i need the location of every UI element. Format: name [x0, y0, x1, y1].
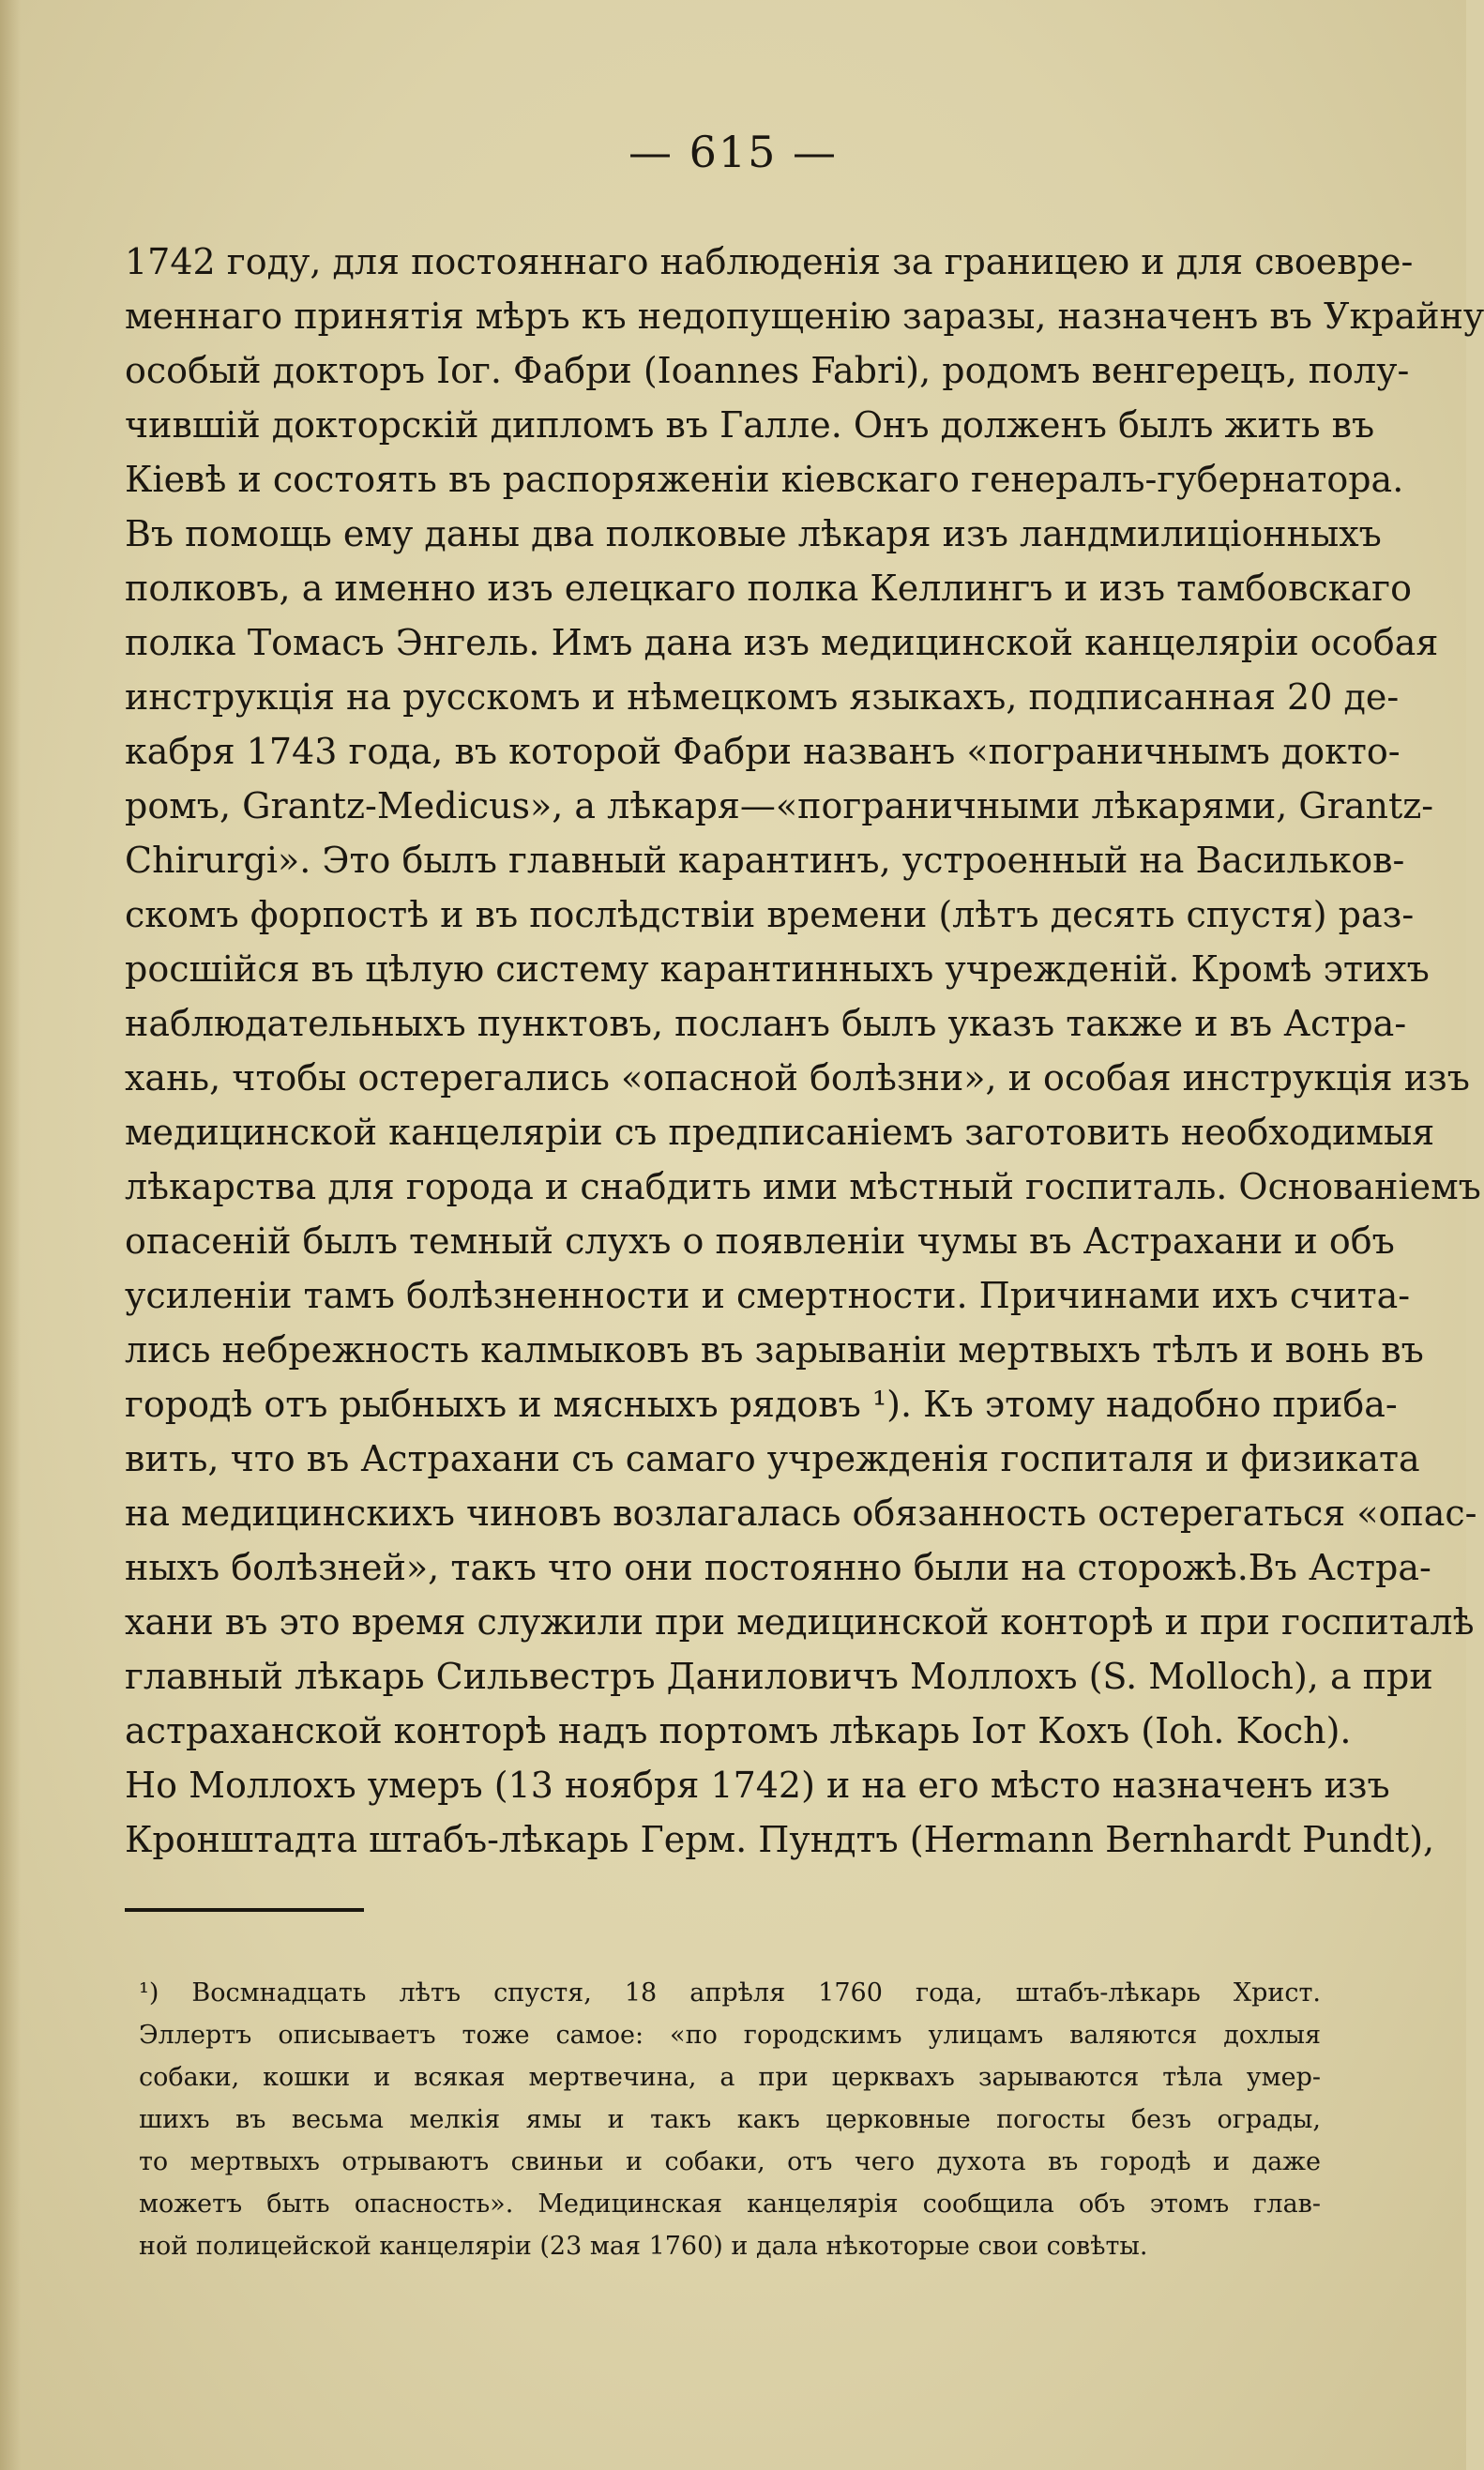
text-line: кабря 1743 года, въ которой Фабри названъ «пограничнымъ докто- [125, 731, 1401, 772]
text-line: на медицинскихъ чиновъ возлагалась обязанность остерегаться «опас- [125, 1493, 1477, 1534]
text-line: Но Моллохъ умеръ (13 ноября 1742) и на его мѣсто назначенъ изъ [125, 1765, 1390, 1806]
footnote-line: ной полицейской канцеляріи (23 мая 1760) и дала нѣкоторые свои совѣты. [139, 2232, 1148, 2261]
text-line: меннаго принятія мѣръ къ недопущенію заразы, назначенъ въ Украйну [125, 295, 1484, 337]
text-line: лись небрежность калмыковъ въ зарываніи мертвыхъ тѣлъ и вонь въ [125, 1329, 1424, 1371]
text-line: инструкція на русскомъ и нѣмецкомъ языкахъ, подписанная 20 де- [125, 676, 1400, 718]
footnote-line: шихъ въ весьма мелкія ямы и такъ какъ церковные погосты безъ ограды, [139, 2105, 1321, 2134]
body-text [125, 235, 1484, 1867]
text-line: наблюдательныхъ пунктовъ, посланъ былъ указъ также и въ Астра- [125, 1003, 1407, 1044]
text-line: медицинской канцеляріи съ предписаніемъ заготовить необходимыя [125, 1112, 1435, 1153]
text-line: городѣ отъ рыбныхъ и мясныхъ рядовъ ¹). Къ этому надобно приба- [125, 1384, 1398, 1425]
text-line: полковъ, а именно изъ елецкаго полка Келлингъ и изъ тамбовскаго [125, 568, 1412, 609]
text-line: лѣкарства для города и снабдить ими мѣстный госпиталь. Основаніемъ [125, 1166, 1481, 1207]
text-line: хани въ это время служили при медицинской конторѣ и при госпиталѣ [125, 1601, 1475, 1643]
text-line: Chirurgi». Это былъ главный карантинъ, устроенный на Васильков- [125, 840, 1405, 881]
text-line: усиленіи тамъ болѣзненности и смертности. Причинами ихъ счита- [125, 1275, 1411, 1316]
text-line: особый докторъ Іог. Фабри (Ioannes Fabri), родомъ венгерецъ, полу- [125, 350, 1410, 391]
page-edge-shadow [0, 0, 21, 2470]
text-line: вить, что въ Астрахани съ самаго учрежденія госпиталя и физиката [125, 1438, 1420, 1479]
footnote-line: то мертвыхъ отрываютъ свиньи и собаки, отъ чего духота въ городѣ и даже [139, 2147, 1321, 2176]
text-line: главный лѣкарь Сильвестръ Даниловичъ Моллохъ (S. Molloch), а при [125, 1656, 1433, 1697]
page-number: — 615 — [628, 127, 839, 177]
text-line: хань, чтобы остерегались «опасной болѣзни», и особая инструкція изъ [125, 1057, 1470, 1099]
text-line: росшійся въ цѣлую систему карантинныхъ учрежденій. Кромѣ этихъ [125, 948, 1430, 990]
footnote [139, 1972, 1321, 2267]
text-line: опасеній былъ темный слухъ о появленіи чумы въ Астрахани и объ [125, 1220, 1395, 1262]
text-line: ромъ, Grantz-Medicus», а лѣкаря—«пограничными лѣкарями, Grantz- [125, 785, 1434, 826]
text-line: ныхъ болѣзней», такъ что они постоянно были на сторожѣ.Въ Астра- [125, 1547, 1431, 1588]
footnote-divider [125, 1908, 364, 1912]
text-line: Въ помощь ему даны два полковые лѣкаря изъ ландмилиціонныхъ [125, 513, 1382, 554]
text-line: чившій докторскій дипломъ въ Галле. Онъ долженъ былъ жить въ [125, 404, 1375, 446]
text-line: полка Томасъ Энгель. Имъ дана изъ медицинской канцеляріи особая [125, 622, 1439, 663]
footnote-line: ¹) Восмнадцать лѣтъ спустя, 18 апрѣля 1760 года, штабъ-лѣкарь Христ. [139, 1978, 1321, 2008]
text-line: скомъ форпостѣ и въ послѣдствіи времени (лѣтъ десять спустя) раз- [125, 894, 1415, 935]
text-line: астраханской конторѣ надъ портомъ лѣкарь Іот Кохъ (Ioh. Koch). [125, 1710, 1352, 1751]
text-line: Кронштадта штабъ-лѣкарь Герм. Пундтъ (Hermann Bernhardt Pundt), [125, 1819, 1435, 1860]
footnote-line: собаки, кошки и всякая мертвечина, а при церквахъ зарываются тѣла умер- [139, 2063, 1321, 2092]
footnote-line: Эллертъ описываетъ тоже самое: «по городскимъ улицамъ валяются дохлыя [139, 2021, 1321, 2050]
text-line: 1742 году, для постояннаго наблюденія за границею и для своевре- [125, 241, 1414, 282]
footnote-line: можетъ быть опасность». Медицинская канцелярія сообщила объ этомъ глав- [139, 2190, 1321, 2219]
text-line: Кіевѣ и состоять въ распоряженіи кіевскаго генералъ-губернатора. [125, 459, 1404, 500]
